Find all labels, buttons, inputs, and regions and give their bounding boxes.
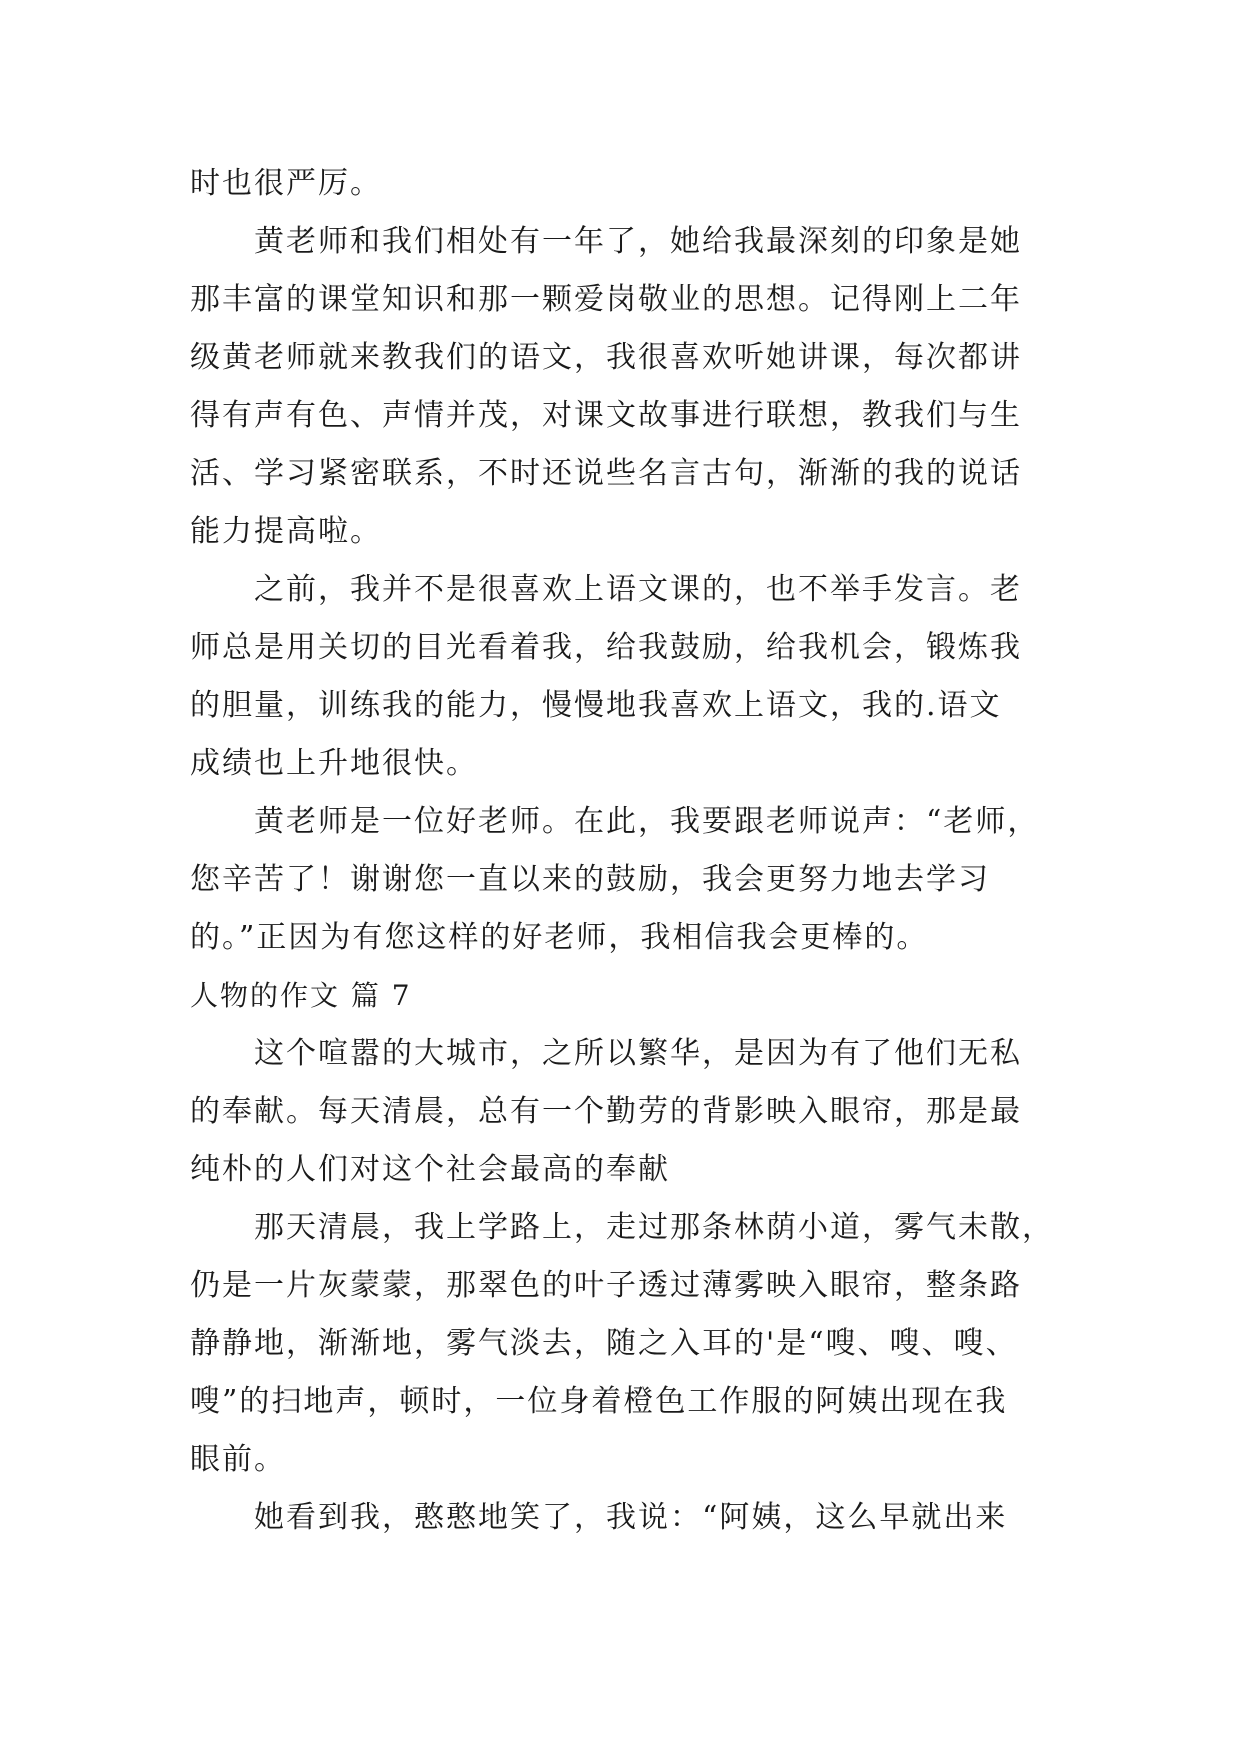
text-line: 这个喧嚣的大城市，之所以繁华，是因为有了他们无私	[254, 1036, 1022, 1071]
text-line: 级黄老师就来教我们的语文，我很喜欢听她讲课，每次都讲	[190, 340, 1022, 375]
text-line: 活、学习紧密联系，不时还说些名言古句，渐渐的我的说话	[190, 456, 1022, 491]
text-line: 纯朴的人们对这个社会最高的奉献	[190, 1152, 670, 1187]
text-line: 黄老师是一位好老师。在此，我要跟老师说声：“老师，	[254, 804, 1040, 839]
text-line: 之前，我并不是很喜欢上语文课的，也不举手发言。老	[254, 572, 1022, 607]
document-body	[190, 155, 1054, 1547]
paragraph	[190, 1199, 1054, 1489]
paragraph	[190, 213, 1050, 561]
text-line: 眼前。	[190, 1442, 286, 1477]
text-line: 静静地，渐渐地，雾气淡去，随之入耳的'是“嗖、嗖、嗖、	[190, 1326, 1018, 1361]
text-line: 成绩也上升地很快。	[190, 746, 478, 781]
text-line: 的。”正因为有您这样的好老师，我相信我会更棒的。	[190, 920, 929, 955]
text-line: 嗖”的扫地声，顿时，一位身着橙色工作服的阿姨出现在我	[190, 1384, 1008, 1419]
heading-line: 人物的作文 篇 7	[190, 979, 412, 1012]
paragraph	[190, 1025, 1050, 1199]
paragraph	[190, 561, 1050, 793]
text-line: 那丰富的课堂知识和那一颗爱岗敬业的思想。记得刚上二年	[190, 282, 1022, 317]
text-line: 那天清晨，我上学路上，走过那条林荫小道，雾气未散，	[254, 1210, 1054, 1245]
text-line: 您辛苦了！谢谢您一直以来的鼓励，我会更努力地去学习	[190, 862, 990, 897]
paragraph	[190, 155, 1050, 213]
text-line: 时也很严厉。	[190, 166, 382, 201]
paragraph	[190, 1489, 1050, 1547]
text-line: 仍是一片灰蒙蒙，那翠色的叶子透过薄雾映入眼帘，整条路	[190, 1268, 1022, 1303]
text-line: 黄老师和我们相处有一年了，她给我最深刻的印象是她	[254, 224, 1022, 259]
text-line: 的胆量，训练我的能力，慢慢地我喜欢上语文，我的.语文	[190, 688, 1002, 723]
text-line: 得有声有色、声情并茂，对课文故事进行联想，教我们与生	[190, 398, 1022, 433]
section-heading	[190, 967, 1050, 1025]
text-line: 师总是用关切的目光看着我，给我鼓励，给我机会，锻炼我	[190, 630, 1022, 665]
text-line: 能力提高啦。	[190, 514, 382, 549]
text-line: 她看到我，憨憨地笑了，我说：“阿姨，这么早就出来	[254, 1500, 1008, 1535]
paragraph	[190, 793, 1050, 967]
text-line: 的奉献。每天清晨，总有一个勤劳的背影映入眼帘，那是最	[190, 1094, 1022, 1129]
